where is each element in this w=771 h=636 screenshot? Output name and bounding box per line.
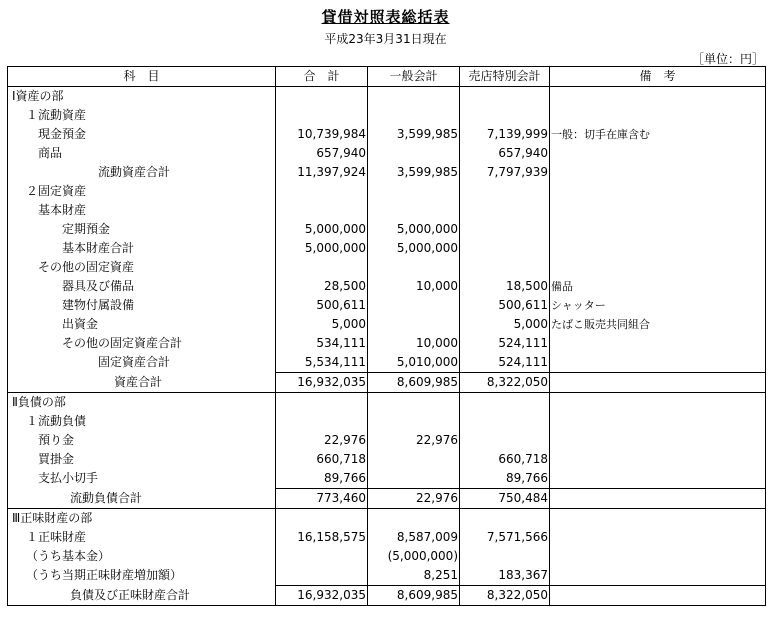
row-label: （うち基本金）	[8, 547, 276, 566]
row-total: 660,718	[276, 450, 368, 469]
table-row	[8, 431, 766, 450]
row-total: 10,739,984	[276, 125, 368, 144]
row-label: その他の固定資産合計	[8, 334, 276, 353]
row-shop: 524,111	[460, 353, 550, 373]
row-general: 22,976	[368, 431, 460, 450]
row-total: 16,932,035	[276, 586, 368, 606]
table-row	[8, 144, 766, 163]
row-shop	[460, 258, 550, 277]
row-note	[550, 393, 766, 413]
row-label: １流動資産	[8, 106, 276, 125]
row-label: 商品	[8, 144, 276, 163]
row-shop: 524,111	[460, 334, 550, 353]
row-note	[550, 528, 766, 547]
row-shop	[460, 201, 550, 220]
row-note	[550, 87, 766, 107]
row-total: 28,500	[276, 277, 368, 296]
row-total: 89,766	[276, 469, 368, 489]
unit-label: ［単位：円］	[691, 52, 764, 66]
row-shop: 657,940	[460, 144, 550, 163]
row-label: 器具及び備品	[8, 277, 276, 296]
row-label: 預り金	[8, 431, 276, 450]
balance-sheet-table	[7, 66, 766, 606]
table-row	[8, 220, 766, 239]
row-note	[550, 258, 766, 277]
row-note: 一般：切手在庫含む	[550, 125, 766, 144]
row-note	[550, 431, 766, 450]
row-total	[276, 201, 368, 220]
row-general	[368, 393, 460, 413]
row-label: 流動資産合計	[8, 163, 276, 182]
row-shop: 18,500	[460, 277, 550, 296]
row-shop: 500,611	[460, 296, 550, 315]
row-total: 500,611	[276, 296, 368, 315]
row-label: Ⅰ資産の部	[8, 87, 276, 107]
row-total	[276, 182, 368, 201]
row-note	[550, 373, 766, 393]
row-shop	[460, 87, 550, 107]
row-general	[368, 258, 460, 277]
table-row	[8, 528, 766, 547]
row-note: シャッター	[550, 296, 766, 315]
row-label: 固定資産合計	[8, 353, 276, 373]
table-row	[8, 566, 766, 586]
row-shop: 8,322,050	[460, 373, 550, 393]
row-general	[368, 469, 460, 489]
header-shop: 売店特別会計	[460, 67, 550, 87]
row-note	[550, 182, 766, 201]
row-note	[550, 509, 766, 529]
row-label: 出資金	[8, 315, 276, 334]
row-note	[550, 450, 766, 469]
row-label: Ⅲ正味財産の部	[8, 509, 276, 529]
table-row	[8, 547, 766, 566]
table-row	[8, 509, 766, 529]
row-total: 22,976	[276, 431, 368, 450]
row-shop: 89,766	[460, 469, 550, 489]
row-note	[550, 586, 766, 606]
header-total: 合 計	[276, 67, 368, 87]
row-label: 現金預金	[8, 125, 276, 144]
row-note	[550, 489, 766, 509]
row-label: 基本財産	[8, 201, 276, 220]
row-general: 5,010,000	[368, 353, 460, 373]
table-row	[8, 163, 766, 182]
table-row	[8, 412, 766, 431]
table-row	[8, 239, 766, 258]
row-general	[368, 182, 460, 201]
row-label: Ⅱ負債の部	[8, 393, 276, 413]
row-label: 定期預金	[8, 220, 276, 239]
row-general: 10,000	[368, 334, 460, 353]
row-general: (5,000,000)	[368, 547, 460, 566]
row-note	[550, 566, 766, 586]
table-row	[8, 277, 766, 296]
row-general: 3,599,985	[368, 125, 460, 144]
table-row	[8, 296, 766, 315]
row-shop	[460, 393, 550, 413]
as-of-date: 平成23年3月31日現在	[324, 32, 447, 46]
row-total: 5,000,000	[276, 220, 368, 239]
row-shop: 8,322,050	[460, 586, 550, 606]
table-row	[8, 586, 766, 606]
row-general	[368, 296, 460, 315]
row-total: 5,000,000	[276, 239, 368, 258]
row-general: 10,000	[368, 277, 460, 296]
table-row	[8, 489, 766, 509]
row-general	[368, 450, 460, 469]
row-label: 流動負債合計	[8, 489, 276, 509]
row-note	[550, 201, 766, 220]
row-shop	[460, 547, 550, 566]
row-label: 支払小切手	[8, 469, 276, 489]
row-label: 負債及び正味財産合計	[8, 586, 276, 606]
row-shop: 5,000	[460, 315, 550, 334]
row-total: 11,397,924	[276, 163, 368, 182]
header-item: 科 目	[8, 67, 276, 87]
row-total: 5,534,111	[276, 353, 368, 373]
row-label: 建物付属設備	[8, 296, 276, 315]
table-row	[8, 106, 766, 125]
document-title: 貸借対照表総括表	[321, 8, 450, 26]
row-note	[550, 412, 766, 431]
row-shop: 660,718	[460, 450, 550, 469]
row-note	[550, 547, 766, 566]
row-total: 773,460	[276, 489, 368, 509]
row-total: 5,000	[276, 315, 368, 334]
header-remarks: 備 考	[550, 67, 766, 87]
row-note	[550, 163, 766, 182]
header-general: 一般会計	[368, 67, 460, 87]
row-note: 備品	[550, 277, 766, 296]
row-shop: 183,367	[460, 566, 550, 586]
table-row	[8, 201, 766, 220]
row-general	[368, 106, 460, 125]
row-label: 資産合計	[8, 373, 276, 393]
row-label: （うち当期正味財産増加額）	[8, 566, 276, 586]
row-note	[550, 353, 766, 373]
row-shop: 7,797,939	[460, 163, 550, 182]
row-total	[276, 412, 368, 431]
header-row	[8, 67, 766, 87]
row-total	[276, 393, 368, 413]
row-note: たばこ販売共同組合	[550, 315, 766, 334]
row-general: 22,976	[368, 489, 460, 509]
row-general	[368, 412, 460, 431]
row-total	[276, 106, 368, 125]
row-shop: 7,139,999	[460, 125, 550, 144]
row-total: 534,111	[276, 334, 368, 353]
row-general: 5,000,000	[368, 239, 460, 258]
row-note	[550, 220, 766, 239]
table-row	[8, 87, 766, 107]
row-general: 5,000,000	[368, 220, 460, 239]
row-shop	[460, 106, 550, 125]
row-total: 16,158,575	[276, 528, 368, 547]
row-note	[550, 239, 766, 258]
row-general: 8,609,985	[368, 586, 460, 606]
table-row	[8, 182, 766, 201]
row-shop	[460, 431, 550, 450]
row-general	[368, 315, 460, 334]
row-shop	[460, 182, 550, 201]
table-row	[8, 334, 766, 353]
row-shop: 750,484	[460, 489, 550, 509]
row-shop	[460, 412, 550, 431]
row-label: 基本財産合計	[8, 239, 276, 258]
row-general: 3,599,985	[368, 163, 460, 182]
row-label: １正味財産	[8, 528, 276, 547]
row-note	[550, 144, 766, 163]
row-general	[368, 144, 460, 163]
row-note	[550, 469, 766, 489]
row-total	[276, 258, 368, 277]
table-row	[8, 353, 766, 373]
table-row	[8, 393, 766, 413]
table-row	[8, 373, 766, 393]
row-general: 8,587,009	[368, 528, 460, 547]
table-row	[8, 450, 766, 469]
row-total	[276, 566, 368, 586]
row-general: 8,251	[368, 566, 460, 586]
row-label: その他の固定資産	[8, 258, 276, 277]
row-label: １流動負債	[8, 412, 276, 431]
table-row	[8, 125, 766, 144]
row-general	[368, 509, 460, 529]
row-general	[368, 87, 460, 107]
row-note	[550, 106, 766, 125]
row-note	[550, 334, 766, 353]
row-total	[276, 547, 368, 566]
row-general: 8,609,985	[368, 373, 460, 393]
row-shop	[460, 220, 550, 239]
row-total: 657,940	[276, 144, 368, 163]
table-row	[8, 469, 766, 489]
row-general	[368, 201, 460, 220]
row-total	[276, 87, 368, 107]
row-label: 買掛金	[8, 450, 276, 469]
row-shop	[460, 509, 550, 529]
table-row	[8, 258, 766, 277]
row-label: ２固定資産	[8, 182, 276, 201]
table-row	[8, 315, 766, 334]
row-total: 16,932,035	[276, 373, 368, 393]
row-total	[276, 509, 368, 529]
row-shop	[460, 239, 550, 258]
row-shop: 7,571,566	[460, 528, 550, 547]
